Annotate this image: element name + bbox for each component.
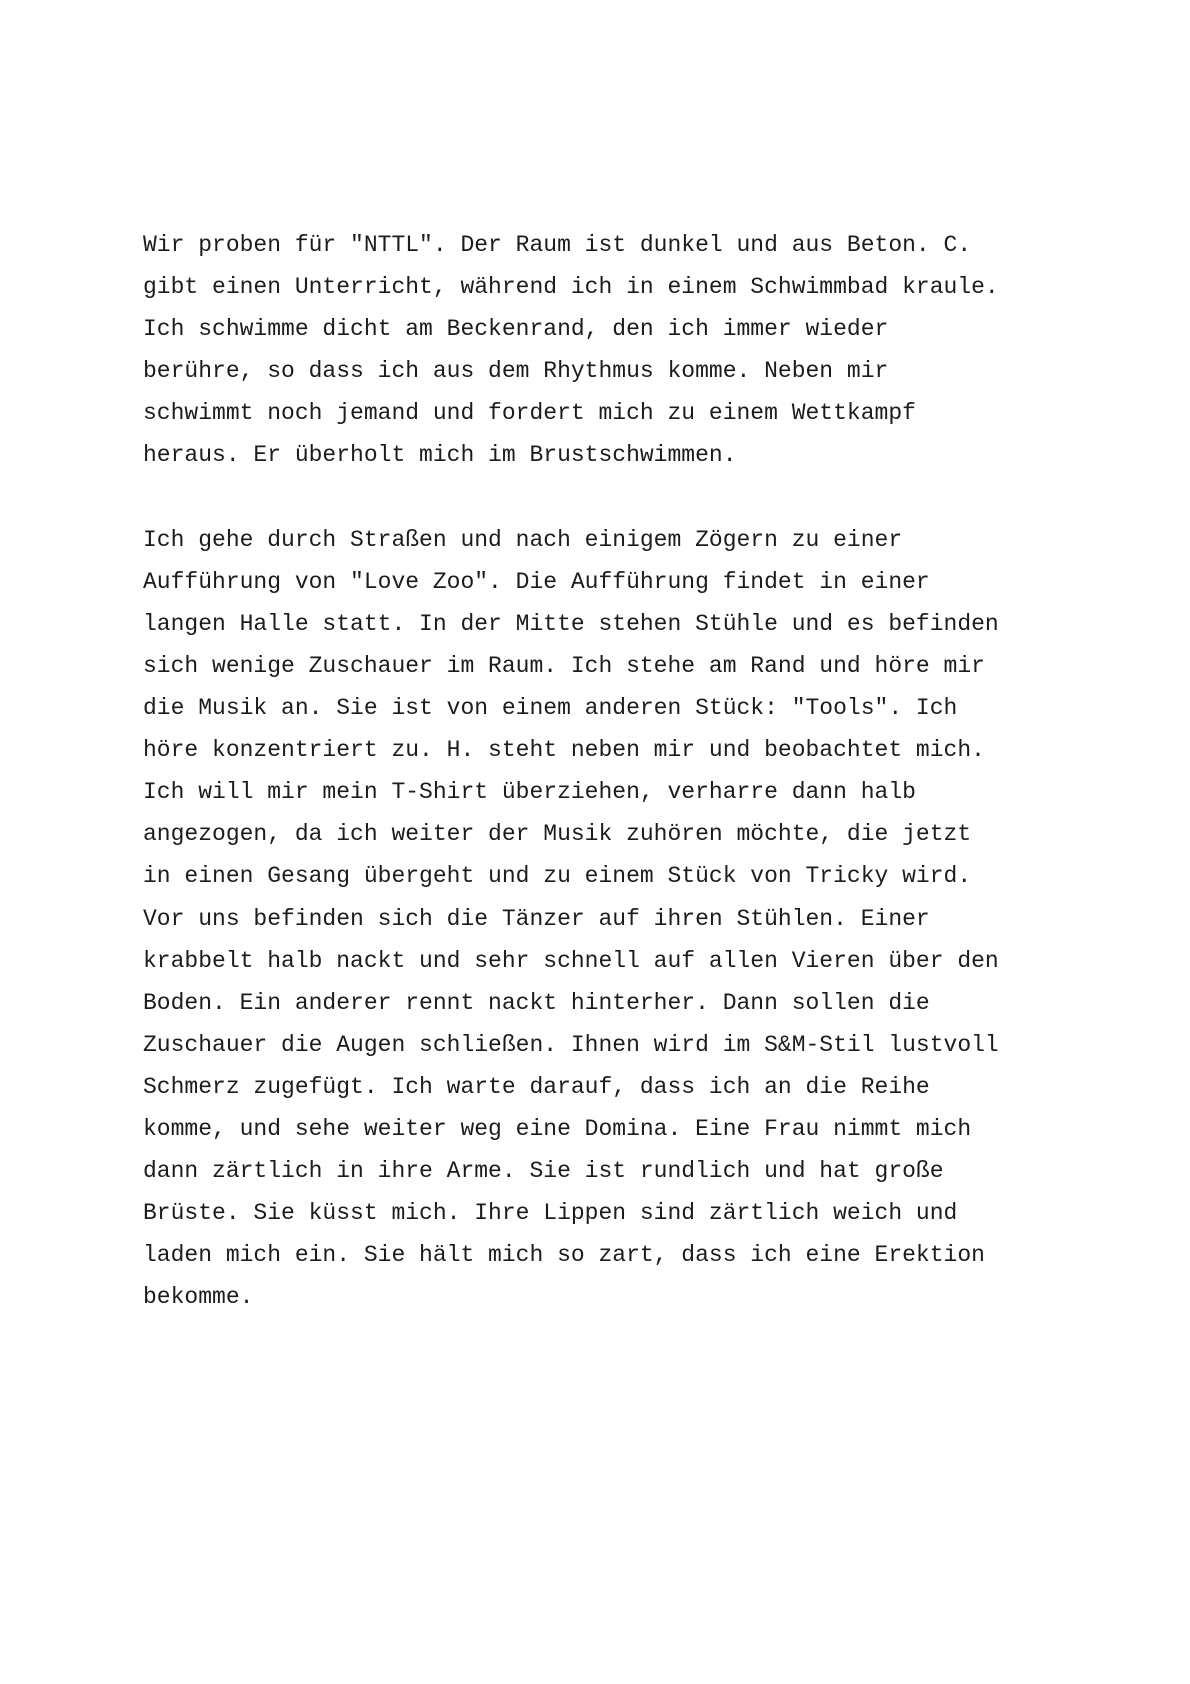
text-line: laden mich ein. Sie hält mich so zart, dass ich eine Erektion bbox=[143, 1242, 985, 1269]
text-body bbox=[143, 224, 1103, 1318]
text-line: Wir proben für "NTTL". Der Raum ist dunkel und aus Beton. C. bbox=[143, 232, 972, 258]
text-line: langen Halle statt. In der Mitte stehen Stühle und es befinden bbox=[143, 610, 999, 637]
paragraph-gap bbox=[143, 477, 1103, 519]
paragraph-1 bbox=[143, 224, 1103, 477]
text-line: berühre, so dass ich aus dem Rhythmus komme. Neben mir bbox=[143, 358, 889, 385]
text-line: bekomme. bbox=[143, 1284, 254, 1311]
text-line: höre konzentriert zu. H. steht neben mir und beobachtet mich. bbox=[143, 737, 985, 764]
text-line: die Musik an. Sie ist von einem anderen Stück: "Tools". Ich bbox=[143, 695, 958, 722]
text-line: dann zärtlich in ihre Arme. Sie ist rundlich und hat große bbox=[143, 1158, 944, 1185]
text-line: komme, und sehe weiter weg eine Domina. Eine Frau nimmt mich bbox=[143, 1115, 972, 1142]
text-line: in einen Gesang übergeht und zu einem Stück von Tricky wird. bbox=[143, 863, 972, 890]
text-line: krabbelt halb nackt und sehr schnell auf allen Vieren über den bbox=[143, 947, 999, 974]
text-line: heraus. Er überholt mich im Brustschwimmen. bbox=[143, 442, 737, 469]
text-line: Ich will mir mein T-Shirt überziehen, verharre dann halb bbox=[143, 779, 916, 806]
text-line: Brüste. Sie küsst mich. Ihre Lippen sind zärtlich weich und bbox=[143, 1200, 958, 1227]
text-line: gibt einen Unterricht, während ich in einem Schwimmbad kraule. bbox=[143, 274, 999, 301]
text-line: angezogen, da ich weiter der Musik zuhören möchte, die jetzt bbox=[143, 821, 972, 848]
text-line: sich wenige Zuschauer im Raum. Ich stehe am Rand und höre mir bbox=[143, 652, 985, 679]
paragraph-2 bbox=[143, 519, 1103, 1319]
text-line: schwimmt noch jemand und fordert mich zu einem Wettkampf bbox=[143, 400, 916, 427]
text-line: Ich schwimme dicht am Beckenrand, den ich immer wieder bbox=[143, 316, 889, 343]
text-line: Ich gehe durch Straßen und nach einigem Zögern zu einer bbox=[143, 526, 903, 553]
text-line: Aufführung von "Love Zoo". Die Aufführung findet in einer bbox=[143, 568, 930, 595]
text-line: Vor uns befinden sich die Tänzer auf ihren Stühlen. Einer bbox=[143, 905, 930, 932]
text-line: Boden. Ein anderer rennt nackt hinterher. Dann sollen die bbox=[143, 989, 930, 1016]
text-line: Zuschauer die Augen schließen. Ihnen wird im S&M-Stil lustvoll bbox=[143, 1031, 999, 1058]
text-line: Schmerz zugefügt. Ich warte darauf, dass ich an die Reihe bbox=[143, 1073, 930, 1100]
